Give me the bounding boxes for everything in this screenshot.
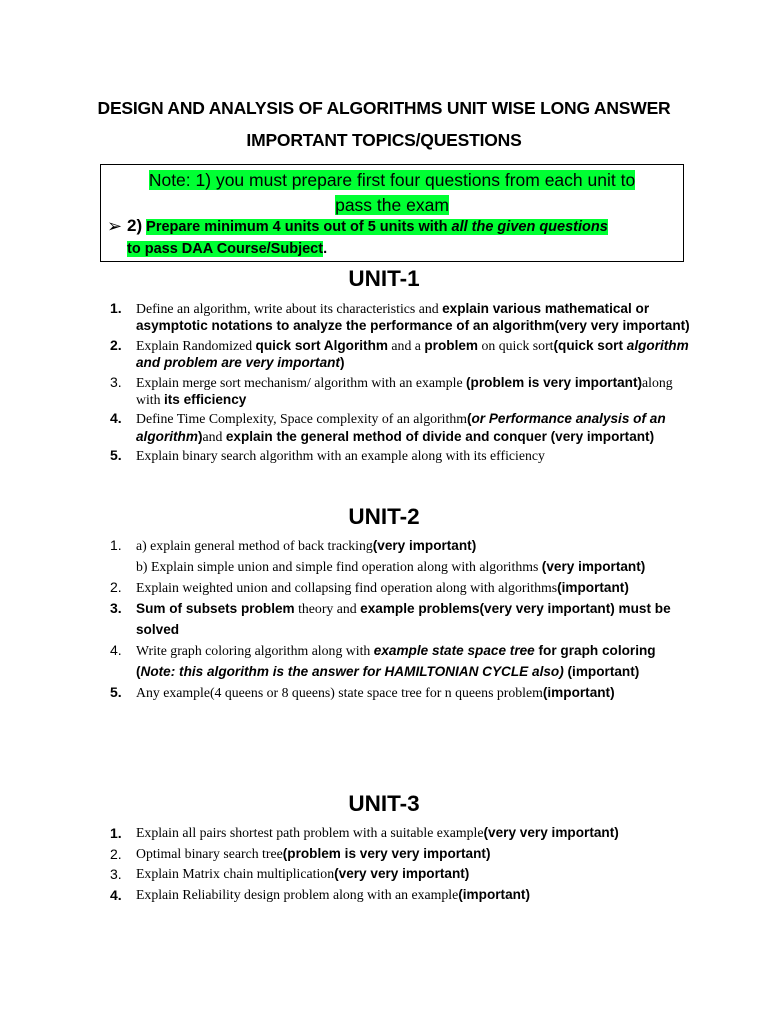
item-text: Define an algorithm, write about its characteristics and (136, 301, 443, 316)
note-line-2b: all the given questions (451, 219, 608, 235)
item-number: 4. (110, 886, 122, 903)
item-emphasis: (important) (563, 664, 640, 679)
item-emphasis-italic: algorithm and problem are very important (136, 337, 689, 371)
item-text: Explain Reliability design problem along with an example (136, 886, 459, 902)
item-number: 2. (110, 579, 122, 595)
list-item (100, 535, 690, 577)
list-item (100, 864, 690, 885)
title-line-2: IMPORTANT TOPICS/QUESTIONS (246, 130, 522, 150)
list-item (100, 410, 690, 445)
item-text: Define Time Complexity, Space complexity of an algorithm (136, 411, 467, 427)
item-text: Any example(4 queens or 8 queens) state space tree for n queens problem (136, 685, 543, 700)
item-emphasis: (very very important) (334, 866, 470, 881)
item-number: 4. (110, 642, 122, 658)
note-line-1 (101, 168, 683, 218)
note-line-2c: to pass DAA Course/Subject (127, 241, 324, 257)
list-item (100, 823, 690, 844)
item-emphasis-italic: example state space tree (373, 643, 535, 658)
note-line-1b: pass the exam (335, 195, 449, 215)
item-emphasis: (very very important) must be solved (136, 601, 671, 637)
list-item (100, 598, 690, 640)
item-text: Explain weighted union and collapsing find operation along with algorithms (136, 580, 558, 595)
item-number: 5. (110, 684, 122, 700)
item-number: 1. (110, 300, 122, 316)
list-item (100, 337, 690, 372)
item-emphasis: for graph coloring ( (136, 643, 656, 679)
item-text: along with (136, 374, 673, 408)
item-number: 1. (110, 825, 122, 841)
note-line-2a: Prepare minimum 4 units out of 5 units with (146, 219, 452, 235)
item-text: a) explain general method of back tracking (136, 538, 373, 553)
unit-2-heading: UNIT-2 (348, 504, 420, 529)
item-number: 2. (110, 845, 122, 862)
item-emphasis: ) (339, 355, 345, 371)
item-number: 3. (110, 866, 122, 882)
item-number: 5. (110, 447, 122, 464)
item-emphasis: quick sort Algorithm (255, 337, 388, 353)
item-number: 3. (110, 600, 122, 616)
item-text: and (202, 428, 226, 444)
item-number: 1. (110, 537, 122, 553)
item-number: 2. (110, 336, 122, 353)
item-emphasis: (quick sort (553, 337, 627, 353)
item-emphasis: (problem is very very important) (282, 845, 491, 861)
item-text: Explain all pairs shortest path problem with a suitable example (136, 825, 484, 840)
item-emphasis: Sum of subsets problem (136, 601, 295, 616)
item-text: Write graph coloring algorithm along with (136, 643, 374, 658)
item-text: and a (387, 337, 425, 353)
item-emphasis-italic: or Performance analysis of an algorithm (136, 411, 666, 444)
list-item (100, 640, 690, 682)
item-emphasis-italic: Note: this algorithm is the answer for HAMILTONIAN CYCLE also) (140, 664, 564, 679)
unit-1-questions (100, 300, 690, 467)
item-emphasis: explain various mathematical or asymptotic notations to analyze the performance of an algorithm(very very important) (136, 301, 690, 334)
item-emphasis: (important) (458, 886, 530, 902)
note-line-2 (127, 215, 669, 260)
list-item (100, 577, 690, 598)
title-line-1: DESIGN AND ANALYSIS OF ALGORITHMS UNIT WISE LONG ANSWER (97, 98, 671, 118)
item-text: Explain merge sort mechanism/ algorithm with an example (136, 374, 467, 390)
list-item (100, 374, 690, 409)
list-item (100, 682, 690, 703)
item-emphasis: ) (197, 428, 203, 444)
item-emphasis: ( (466, 411, 472, 427)
list-item (100, 844, 690, 865)
item-emphasis: (very important) (541, 559, 646, 574)
item-emphasis: its efficiency (163, 392, 247, 408)
unit-1-heading: UNIT-1 (348, 266, 420, 291)
list-item (100, 885, 690, 906)
note-number-2: 2) (127, 216, 143, 235)
item-text: b) Explain simple union and simple find operation along with algorithms (136, 559, 542, 574)
item-emphasis: (problem is very important) (466, 374, 643, 390)
item-emphasis: (very important) (372, 538, 477, 553)
item-text: Explain Randomized (136, 337, 256, 353)
item-emphasis: (important) (557, 580, 629, 595)
item-emphasis: (very very important) (483, 825, 619, 840)
item-emphasis: (important) (542, 685, 615, 700)
list-item (100, 300, 690, 335)
item-emphasis: explain the general method of divide and conquer (very important) (225, 428, 655, 444)
item-text: Explain binary search algorithm with an example along with its efficiency (136, 448, 545, 464)
item-number: 3. (110, 373, 122, 390)
unit-2-questions (100, 535, 690, 703)
arrow-bullet-icon: ➢ (107, 216, 123, 236)
item-text: Optimal binary search tree (136, 845, 283, 861)
item-number: 4. (110, 410, 122, 427)
item-emphasis: example problems (360, 601, 480, 616)
item-emphasis: problem (424, 337, 478, 353)
note-line-1a: Note: 1) you must prepare first four questions from each unit to (148, 170, 636, 190)
page-title (80, 92, 688, 156)
note-box (100, 164, 684, 262)
unit-3-heading: UNIT-3 (348, 791, 420, 816)
item-text: Explain Matrix chain multiplication (136, 866, 335, 881)
unit-3-questions (100, 823, 690, 905)
list-item (100, 447, 690, 464)
note-line-2d: . (323, 241, 328, 257)
item-text: on quick sort (478, 337, 554, 353)
item-text: theory and (294, 601, 361, 616)
